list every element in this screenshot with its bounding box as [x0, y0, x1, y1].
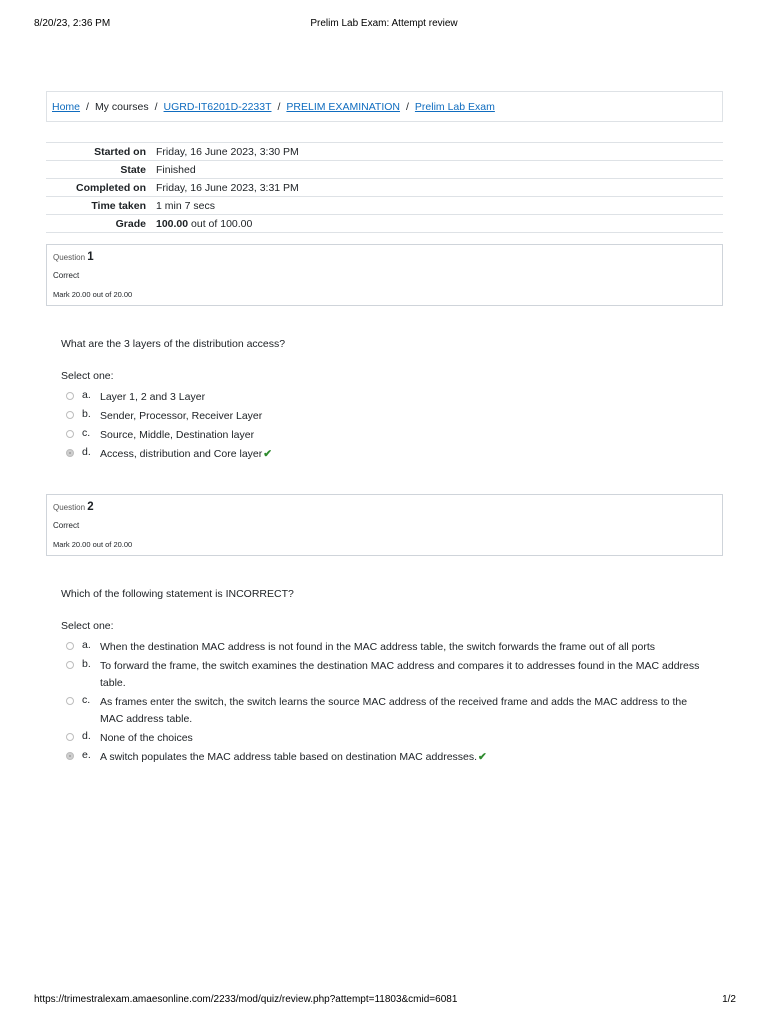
check-icon: ✔ [478, 751, 487, 763]
answer-option[interactable] [66, 408, 706, 427]
breadcrumb-separator: / [86, 100, 89, 113]
breadcrumb-quiz-link[interactable]: Prelim Lab Exam [414, 100, 495, 113]
print-date: 8/20/23, 2:36 PM [34, 18, 111, 29]
question-number: Question 1 [53, 251, 94, 263]
summary-row-time-taken [46, 197, 723, 215]
question-2-info [46, 494, 723, 556]
option-text: Source, Middle, Destination layer [100, 429, 255, 441]
summary-label: Completed on [46, 179, 156, 197]
option-text: None of the choices [100, 732, 193, 744]
option-letter: b. [82, 408, 91, 420]
question-2-answers [66, 639, 706, 768]
summary-label: Time taken [46, 197, 156, 215]
option-letter: c. [82, 427, 91, 439]
answer-option-selected[interactable] [66, 446, 706, 465]
option-letter: e. [82, 749, 91, 761]
question-1-info [46, 244, 723, 306]
grade-out-of: out of 100.00 [188, 217, 253, 230]
question-mark: Mark 20.00 out of 20.00 [53, 540, 133, 549]
print-url: https://trimestralexam.amaesonline.com/2233/mod/quiz/review.php?attempt=11803&cmid=6081 [34, 994, 458, 1005]
question-2-text: Which of the following statement is INCORRECT? [61, 588, 294, 600]
summary-row-completed [46, 179, 723, 197]
option-text: Sender, Processor, Receiver Layer [100, 410, 263, 422]
radio-button[interactable] [66, 430, 74, 438]
question-1-text: What are the 3 layers of the distribution access? [61, 338, 286, 350]
print-footer [0, 994, 768, 1008]
option-text: To forward the frame, the switch examines the destination MAC address and compares it to addresses found in the MAC address table. [100, 660, 700, 689]
question-1-answers [66, 389, 706, 465]
radio-button[interactable] [66, 392, 74, 400]
option-text: Access, distribution and Core layer✔ [100, 448, 273, 460]
summary-label: Started on [46, 143, 156, 161]
question-state: Correct [53, 521, 80, 530]
check-icon: ✔ [263, 448, 273, 460]
breadcrumb-home-link[interactable]: Home [52, 100, 81, 113]
radio-button[interactable] [66, 733, 74, 741]
summary-row-started [46, 143, 723, 161]
option-text: As frames enter the switch, the switch learns the source MAC address of the received frame and adds the MAC address to the MAC address table. [100, 696, 688, 725]
answer-option[interactable] [66, 658, 706, 694]
radio-button[interactable] [66, 411, 74, 419]
radio-button[interactable] [66, 661, 74, 669]
print-page-number: 1/2 [722, 994, 736, 1005]
breadcrumb-separator: / [406, 100, 409, 113]
option-letter: c. [82, 694, 91, 706]
summary-value: Friday, 16 June 2023, 3:30 PM [156, 143, 723, 161]
radio-button[interactable] [66, 697, 74, 705]
breadcrumb-section-link[interactable]: PRELIM EXAMINATION [286, 100, 400, 113]
option-letter: a. [82, 639, 91, 651]
radio-button[interactable] [66, 642, 74, 650]
option-text: A switch populates the MAC address table based on destination MAC addresses.✔ [100, 751, 487, 763]
breadcrumb-my-courses: My courses [94, 100, 149, 113]
answer-option[interactable] [66, 427, 706, 446]
radio-button-checked[interactable] [66, 752, 74, 760]
summary-label: State [46, 161, 156, 179]
summary-value: Friday, 16 June 2023, 3:31 PM [156, 179, 723, 197]
option-letter: a. [82, 389, 91, 401]
option-text: When the destination MAC address is not found in the MAC address table, the switch forwards the frame out of all ports [100, 641, 656, 653]
breadcrumb [46, 91, 723, 122]
summary-value: 1 min 7 secs [156, 197, 723, 215]
summary-row-grade [46, 215, 723, 233]
breadcrumb-separator: / [154, 100, 158, 113]
question-1-prompt: Select one: [61, 370, 114, 382]
question-2-prompt: Select one: [61, 620, 114, 632]
summary-value: Finished [156, 161, 723, 179]
option-letter: d. [82, 730, 91, 742]
question-number: Question 2 [53, 501, 94, 513]
attempt-summary-table [46, 142, 723, 233]
answer-option[interactable] [66, 639, 706, 658]
radio-button-checked[interactable] [66, 449, 74, 457]
print-title: Prelim Lab Exam: Attempt review [310, 18, 458, 29]
option-text: Layer 1, 2 and 3 Layer [100, 391, 206, 403]
summary-row-state [46, 161, 723, 179]
answer-option-selected[interactable] [66, 749, 706, 768]
breadcrumb-course-link[interactable]: UGRD-IT6201D-2233T [163, 100, 272, 113]
summary-value [156, 215, 723, 233]
grade-score: 100.00 [156, 217, 189, 230]
option-letter: b. [82, 658, 91, 670]
question-state: Correct [53, 271, 80, 280]
answer-option[interactable] [66, 389, 706, 408]
question-mark: Mark 20.00 out of 20.00 [53, 290, 133, 299]
answer-option[interactable] [66, 694, 706, 730]
print-header [0, 18, 768, 32]
summary-label: Grade [46, 215, 156, 233]
option-letter: d. [82, 446, 91, 458]
answer-option[interactable] [66, 730, 706, 749]
breadcrumb-separator: / [277, 100, 281, 113]
